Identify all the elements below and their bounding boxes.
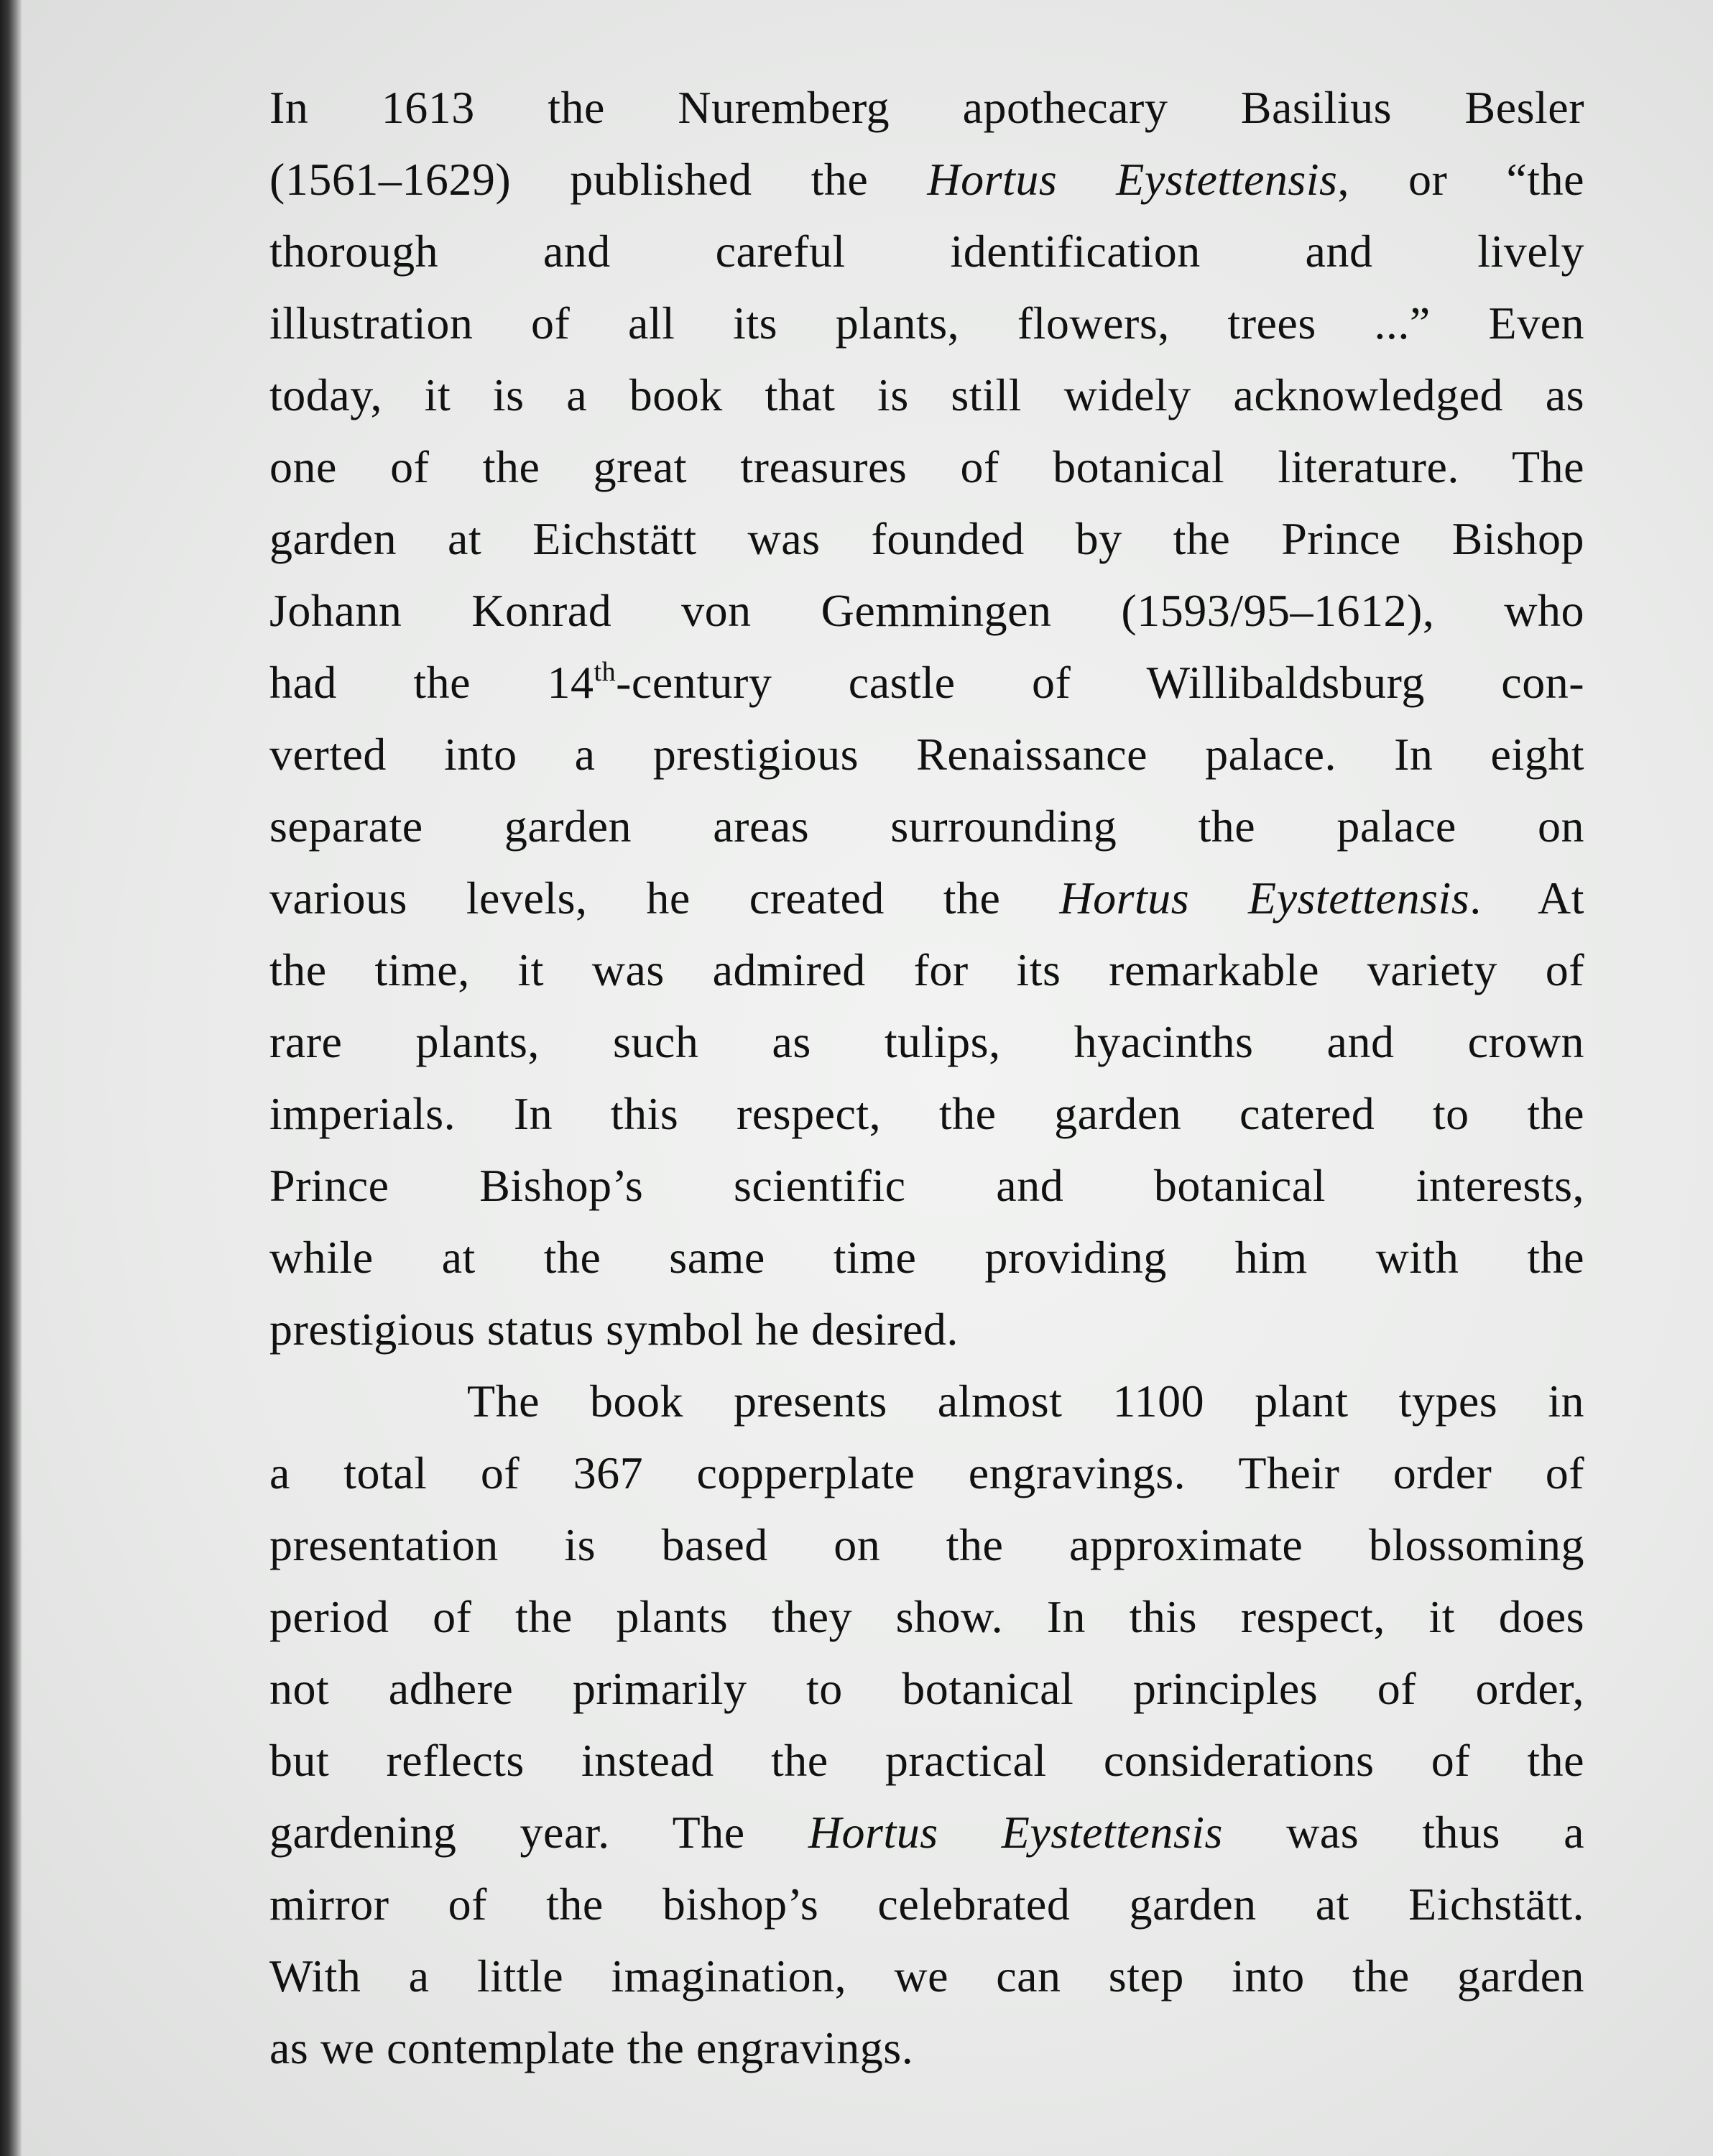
text-line: today, it is a book that is still widely acknowledged as <box>269 369 1584 420</box>
book-title-italic: Hortus Eystettensis <box>1059 872 1470 923</box>
superscript-th: th <box>594 657 617 687</box>
book-title-italic: Hortus Eystettensis <box>808 1807 1223 1858</box>
text-line: illustration of all its plants, flowers, trees ...” Even <box>269 298 1584 349</box>
text-line: had the 14th-century castle of Willibaldsburg con- <box>269 657 1584 708</box>
paragraph-2 <box>269 1365 1584 2084</box>
text-line: a total of 367 copperplate engravings. Their order of <box>269 1447 1584 1498</box>
text-line: verted into a prestigious Renaissance palace. In eight <box>269 729 1584 780</box>
text-line: presentation is based on the approximate blossoming <box>269 1519 1584 1570</box>
text-line: period of the plants they show. In this respect, it does <box>269 1591 1584 1642</box>
text-line: In 1613 the Nuremberg apothecary Basilius Besler <box>269 82 1584 133</box>
text-line: the time, it was admired for its remarkable variety of <box>269 944 1584 995</box>
paragraph-1 <box>269 72 1584 1365</box>
text-line: as we contemplate the engravings. <box>269 2022 914 2073</box>
text-line: various levels, he created the Hortus Eystettensis. At <box>269 872 1584 923</box>
text-line: mirror of the bishop’s celebrated garden at Eichstätt. <box>269 1879 1584 1930</box>
text-line: while at the same time providing him with the <box>269 1232 1584 1283</box>
book-title-italic: Hortus Eystettensis <box>927 154 1338 205</box>
body-text <box>269 72 1584 2084</box>
text-line: separate garden areas surrounding the palace on <box>269 801 1584 852</box>
text-line: garden at Eichstätt was founded by the Prince Bishop <box>269 513 1584 564</box>
text-line: gardening year. The Hortus Eystettensis was thus a <box>269 1807 1584 1858</box>
text-line: With a little imagination, we can step into the garden <box>269 1950 1584 2001</box>
text-line: not adhere primarily to botanical principles of order, <box>269 1663 1584 1714</box>
text-line: imperials. In this respect, the garden catered to the <box>269 1088 1584 1139</box>
text-line: Johann Konrad von Gemmingen (1593/95–1612), who <box>269 585 1584 636</box>
text-line: rare plants, such as tulips, hyacinths and crown <box>269 1016 1584 1067</box>
text-line: but reflects instead the practical considerations of the <box>269 1735 1584 1786</box>
book-page <box>22 0 1713 2156</box>
text-line: The book presents almost 1100 plant types in <box>467 1376 1584 1427</box>
text-line: Prince Bishop’s scientific and botanical interests, <box>269 1160 1584 1211</box>
text-line: thorough and careful identification and lively <box>269 226 1584 277</box>
book-spine-shadow <box>0 0 22 2156</box>
text-line: one of the great treasures of botanical literature. The <box>269 441 1584 492</box>
text-line: prestigious status symbol he desired. <box>269 1304 959 1355</box>
text-line: (1561–1629) published the Hortus Eystettensis, or “the <box>269 154 1584 205</box>
